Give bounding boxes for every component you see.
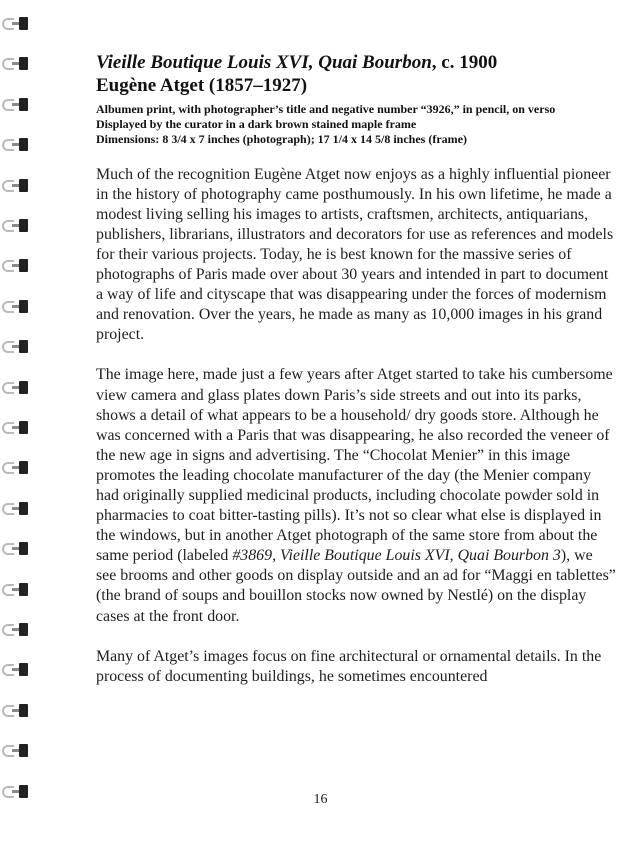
page-content	[96, 52, 616, 707]
display-note: Displayed by the curator in a dark brown stained maple frame	[96, 117, 417, 132]
binding-coil	[2, 299, 28, 317]
dimensions-note: Dimensions: 8 3/4 x 7 inches (photograph); 17 1/4 x 14 5/8 inches (frame)	[96, 132, 467, 147]
punch-hole	[19, 704, 28, 717]
binding-coil	[2, 420, 28, 438]
artwork-date: , c. 1900	[431, 52, 498, 73]
artist-name: Eugène Atget (1857–1927)	[96, 75, 308, 96]
punch-hole	[19, 583, 28, 596]
punch-hole	[19, 744, 28, 757]
punch-hole	[19, 179, 28, 192]
binding-coil	[2, 339, 28, 357]
binding-coil	[2, 703, 28, 721]
paragraph-3: Many of Atget’s images focus on fine architectural or ornamental details. In the process of documenting buildings, he sometimes encountered	[96, 647, 602, 685]
binding-coil	[2, 97, 28, 115]
binding-coil	[2, 178, 28, 196]
artwork-title	[96, 52, 616, 74]
paragraph-2-italic-title: #3869, Vieille Boutique Louis XVI, Quai Bourbon 3	[232, 547, 561, 565]
binding-coil	[2, 16, 28, 34]
binding-coil	[2, 582, 28, 600]
punch-hole	[19, 623, 28, 636]
punch-hole	[19, 381, 28, 394]
binding-coil	[2, 541, 28, 559]
binding-coil	[2, 137, 28, 155]
binding-coil	[2, 460, 28, 478]
punch-hole	[19, 502, 28, 515]
punch-hole	[19, 542, 28, 555]
punch-hole	[19, 259, 28, 272]
binding-coil	[2, 258, 28, 276]
essay-body	[96, 165, 616, 687]
binding-coil	[2, 622, 28, 640]
binding-coil	[2, 380, 28, 398]
page-number: 16	[313, 792, 328, 807]
punch-hole	[19, 219, 28, 232]
punch-hole	[19, 57, 28, 70]
medium-note: Albumen print, with photographer’s title and negative number “3926,” in pencil, on verso	[96, 102, 556, 116]
punch-hole	[19, 663, 28, 676]
paragraph-2	[96, 365, 616, 626]
punch-hole	[19, 461, 28, 474]
binding-coil	[2, 501, 28, 519]
binding-coil	[2, 743, 28, 761]
paragraph-2-text-a: The image here, made just a few years after Atget started to take his cumbersome view camera and glass plates down Paris’s side streets and out into its parks, shows a detail of what appears to be a household/ dry goods store. Although he was concerned with a Paris that was disappearing, he also recorded the veneer of the new age in signs and advertising. The “Chocolat Menier” in this image promotes the leading chocolate manufacturer of the day (the Menier company had originally supplied medicinal products, including chocolate powder sold in pharmacies to coat bitter-tasting pills). It’s not so clear what else is displayed in the windows, but in another Atget photograph of the same store from about the same period (labeled	[96, 366, 613, 565]
punch-hole	[19, 98, 28, 111]
punch-hole	[19, 300, 28, 313]
binding-coil	[2, 218, 28, 236]
binding-coil	[2, 662, 28, 680]
punch-hole	[19, 138, 28, 151]
punch-hole	[19, 340, 28, 353]
punch-hole	[19, 421, 28, 434]
punch-hole	[19, 17, 28, 30]
paragraph-1: Much of the recognition Eugène Atget now enjoys as a highly influential pioneer in the history of photography came posthumously. In his own lifetime, he made a modest living selling his images to artists, craftsmen, architects, antiquarians, publishers, librarians, illustrators and decorators for use as references and models for their various projects. Today, he is best known for the massive series of photographs of Paris made over about 30 years and intended in part to document a way of life and cityscape that was disappearing under the forces of modernism and renovation. Over the years, he made as many as 10,000 images in his grand project.	[96, 165, 614, 344]
artwork-details	[96, 102, 616, 148]
binding-coil	[2, 56, 28, 74]
paragraph-2-text-b: ), we see brooms and other goods on display outside and an ad for “Maggi en tablettes” (the brand of soups and bouillon stocks now owned by Nestlé) on the display cases at the front door.	[96, 547, 616, 625]
artwork-title-italic: Vieille Boutique Louis XVI, Quai Bourbon	[96, 52, 432, 73]
spiral-binding	[0, 0, 40, 850]
